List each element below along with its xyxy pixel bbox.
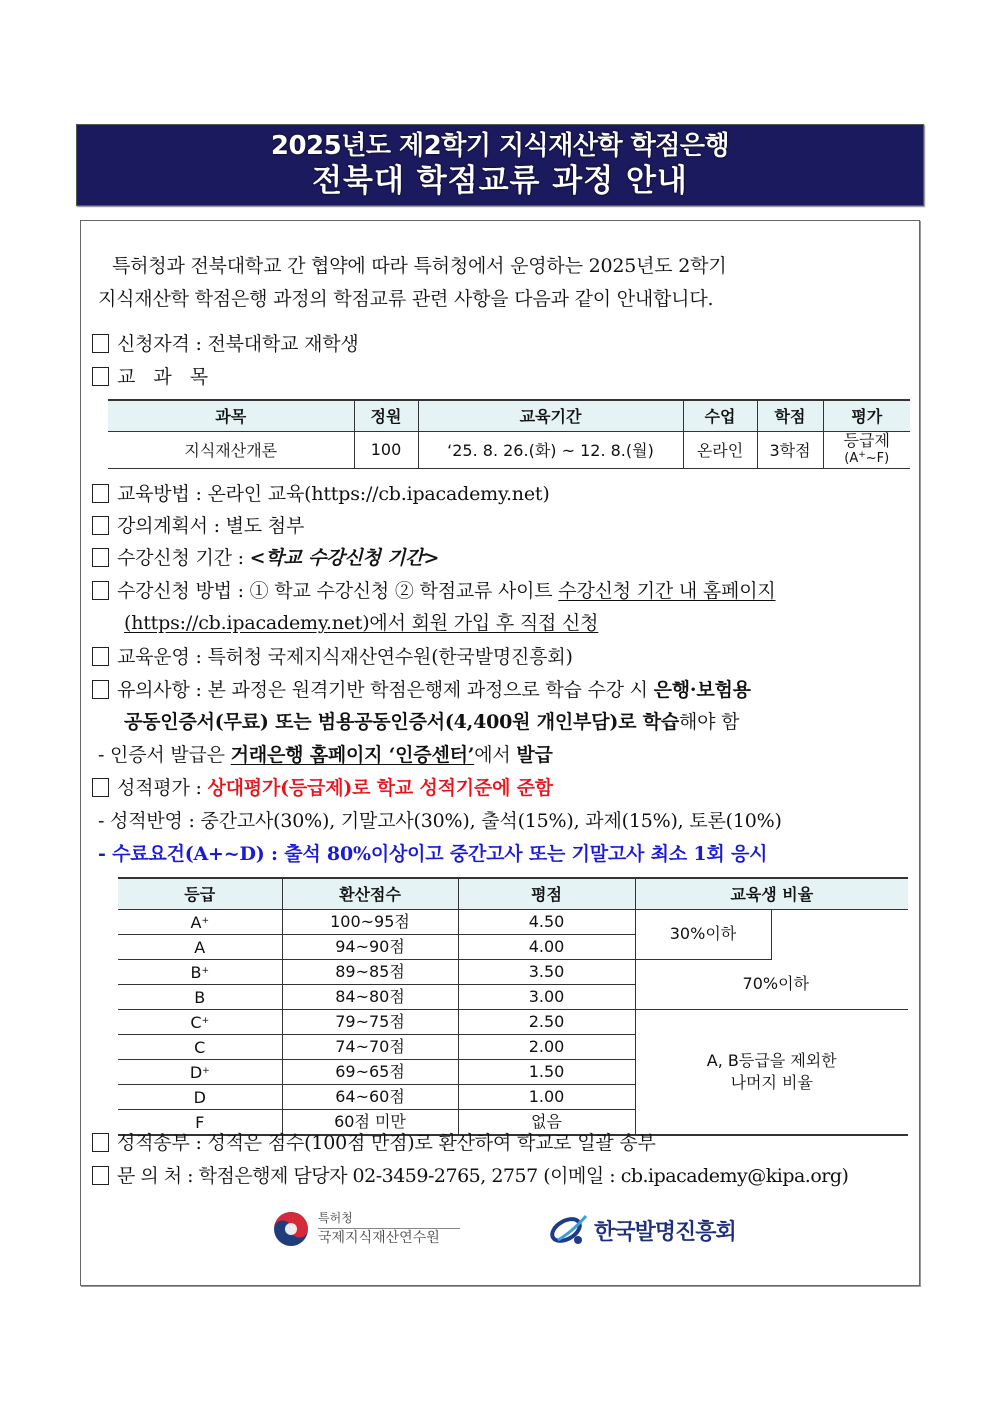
col-header-eval: 평가	[823, 400, 910, 431]
gpa-cell: 1.50	[458, 1059, 635, 1084]
title-banner	[76, 124, 924, 206]
method-value: 온라인 교육(https://cb.ipacademy.net)	[207, 483, 550, 505]
reg-method-underline-2: (https://cb.ipacademy.net)에서 회원 가입 후 직접 신청	[124, 612, 599, 634]
reg-period-label: 수강신청 기간 :	[117, 547, 250, 569]
score-cell: 84~80점	[282, 984, 458, 1009]
grade-cell	[118, 1084, 282, 1109]
item-notes	[92, 678, 751, 702]
eligibility-value: 전북대학교 재학생	[207, 333, 359, 355]
item-grade-report	[92, 1131, 656, 1155]
course-table-header	[108, 400, 910, 431]
grade-letter: A	[190, 912, 202, 932]
ipti-name: 국제지식재산연수원	[318, 1230, 440, 1246]
item-cert-issue	[98, 743, 553, 767]
reg-period-value: <학교 수강신청 기간>	[249, 547, 440, 569]
item-grading	[92, 776, 553, 800]
item-operation	[92, 645, 573, 669]
grade-letter: D	[193, 1087, 206, 1107]
score-cell: 69~65점	[282, 1059, 458, 1084]
courses-label: 교 과 목	[117, 366, 215, 388]
ratio-a: 30%이하	[635, 909, 771, 959]
intro-line-2: 지식재산학 학점은행 과정의 학점교류 관련 사항을 다음과 같이 안내합니다.	[98, 288, 714, 310]
course-period: ‘25. 8. 26.(화) ~ 12. 8.(월)	[418, 431, 683, 468]
item-contact	[92, 1164, 848, 1188]
notes-line2-plain: 해야 함	[679, 711, 740, 733]
cert-issue-bold: 발급	[516, 744, 553, 766]
col-header-grade: 등급	[118, 878, 282, 909]
checkbox-icon	[92, 1166, 109, 1185]
score-cell: 79~75점	[282, 1009, 458, 1034]
item-completion: - 수료요건(A+~D) : 출석 80%이상이고 중간고사 또는 기말고사 최소 1회 응시	[98, 843, 768, 865]
gpa-cell: 2.50	[458, 1009, 635, 1034]
checkbox-icon	[92, 516, 109, 535]
grade-letter: F	[195, 1112, 205, 1132]
grade-letter: B	[190, 962, 202, 982]
notes-value: 본 과정은 원격기반 학점은행제 과정으로 학습 수강 시	[207, 679, 654, 701]
item-reg-method	[92, 579, 776, 603]
grading-label: 성적평가 :	[117, 777, 208, 799]
score-cell: 94~90점	[282, 934, 458, 959]
kipa-name: 한국발명진흥회	[594, 1219, 736, 1245]
grade-report-label: 성적송부 :	[117, 1132, 208, 1154]
kipo-ipti-text	[318, 1211, 460, 1247]
gpa-cell: 없음	[458, 1109, 635, 1135]
item-reg-period	[92, 546, 439, 570]
reg-method-value: ① 학교 수강신청 ② 학점교류 사이트	[249, 580, 559, 602]
notes-line-2	[124, 710, 739, 734]
grade-letter: D	[189, 1062, 203, 1082]
course-eval	[823, 431, 910, 468]
col-header-credits: 학점	[757, 400, 823, 431]
checkbox-icon	[92, 548, 109, 567]
title-line-1: 2025년도 제2학기 지식재산학 학점은행	[270, 131, 730, 161]
operation-value: 특허청 국제지식재산연수원(한국발명진흥회)	[207, 646, 573, 668]
grade-letter: B	[194, 987, 206, 1007]
gpa-cell: 4.50	[458, 909, 635, 934]
grade-letter: C	[194, 1037, 206, 1057]
eligibility-label: 신청자격 :	[117, 333, 208, 355]
gpa-cell: 1.00	[458, 1084, 635, 1109]
cert-issue-suffix: 에서	[474, 744, 517, 766]
reg-method-label: 수강신청 방법 :	[117, 580, 250, 602]
table-row	[108, 431, 910, 468]
taegeuk-icon	[272, 1210, 310, 1248]
grade-cell	[118, 909, 282, 934]
course-subject: 지식재산개론	[108, 431, 354, 468]
syllabus-label: 강의계획서 :	[117, 515, 226, 537]
eval-range-start: (A	[844, 451, 859, 466]
checkbox-icon	[92, 484, 109, 503]
item-weights: - 성적반영 : 중간고사(30%), 기말고사(30%), 출석(15%), 과제(15%), 토론(10%)	[98, 810, 782, 832]
grade-table-header	[118, 878, 908, 909]
reg-method-underline-1: 수강신청 기간 내 홈페이지	[558, 580, 776, 602]
col-header-gpa: 평점	[458, 878, 635, 909]
grade-cell	[118, 984, 282, 1009]
course-mode: 온라인	[683, 431, 757, 468]
score-cell: 100~95점	[282, 909, 458, 934]
course-table	[108, 399, 910, 469]
grade-report-value: 성적은 점수(100점 만점)로 환산하여 학교로 일괄 송부	[207, 1132, 656, 1154]
score-cell: 74~70점	[282, 1034, 458, 1059]
item-eligibility	[92, 332, 359, 356]
grade-plus: +	[202, 1065, 210, 1076]
cert-issue-prefix: - 인증서 발급은	[98, 744, 231, 766]
ratio-b-text: 70%이하	[742, 974, 809, 993]
notes-label: 유의사항 :	[117, 679, 208, 701]
contact-label: 문 의 처 :	[117, 1165, 199, 1187]
intro-line-1: 특허청과 전북대학교 간 협약에 따라 특허청에서 운영하는 2025년도 2학기	[112, 255, 727, 277]
grade-letter: C	[190, 1012, 202, 1032]
operation-label: 교육운영 :	[117, 646, 208, 668]
score-cell: 89~85점	[282, 959, 458, 984]
table-row	[118, 909, 908, 934]
ratio-b	[635, 959, 809, 1009]
syllabus-value: 별도 첨부	[225, 515, 305, 537]
title-line-2: 전북대 학점교류 과정 안내	[312, 163, 688, 199]
grade-table	[118, 877, 908, 1136]
item-courses	[92, 365, 214, 389]
gpa-cell: 3.00	[458, 984, 635, 1009]
kipa-emblem-icon	[548, 1212, 590, 1248]
gpa-cell: 2.00	[458, 1034, 635, 1059]
checkbox-icon	[92, 581, 109, 600]
ratio-rest-line-1: A, B등급을 제외한	[706, 1050, 837, 1070]
col-header-score: 환산점수	[282, 878, 458, 909]
score-cell: 64~60점	[282, 1084, 458, 1109]
checkbox-icon	[92, 1133, 109, 1152]
eval-plus: +	[858, 450, 866, 460]
col-header-period: 교육기간	[418, 400, 683, 431]
cert-issue-underline: 거래은행 홈페이지 ‘인증센터’	[230, 744, 475, 766]
grade-cell	[118, 1034, 282, 1059]
checkbox-icon	[92, 367, 109, 386]
notes-line2-bold: 공동인증서(무료) 또는 범용공동인증서(4,400원 개인부담)로 학습	[124, 711, 680, 733]
eval-range-end: ~F)	[865, 451, 890, 466]
notes-bold-1: 은행·보험용	[653, 679, 751, 701]
kipo-ipti-logo	[272, 1210, 460, 1248]
grade-cell	[118, 934, 282, 959]
col-header-subject: 과목	[108, 400, 354, 431]
kipo-name: 특허청	[318, 1211, 460, 1229]
eval-line-2	[824, 448, 911, 466]
gpa-cell: 3.50	[458, 959, 635, 984]
col-header-capacity: 정원	[354, 400, 418, 431]
grade-cell	[118, 1009, 282, 1034]
checkbox-icon	[92, 680, 109, 699]
course-credits: 3학점	[757, 431, 823, 468]
ratio-rest-line-2: 나머지 비율	[730, 1072, 813, 1092]
course-capacity: 100	[354, 431, 418, 468]
col-header-ratio: 교육생 비율	[635, 878, 908, 909]
item-method	[92, 482, 550, 506]
checkbox-icon	[92, 334, 109, 353]
table-row	[118, 1009, 908, 1034]
ratio-rest	[635, 1009, 908, 1135]
col-header-mode: 수업	[683, 400, 757, 431]
score-cell: 60점 미만	[282, 1109, 458, 1135]
grade-plus: +	[201, 1015, 210, 1026]
contact-value: 학점은행제 담당자 02-3459-2765, 2757 (이메일 : cb.ipacademy@kipa.org)	[198, 1165, 849, 1187]
method-label: 교육방법 :	[117, 483, 208, 505]
grade-cell	[118, 959, 282, 984]
grade-plus: +	[201, 965, 210, 976]
checkbox-icon	[92, 647, 109, 666]
ratio-b-filler	[771, 909, 908, 1009]
grade-plus: +	[201, 915, 209, 926]
kipa-logo	[548, 1212, 736, 1248]
eval-line-1: 등급제	[843, 431, 890, 450]
checkbox-icon	[92, 778, 109, 797]
grade-letter: A	[194, 937, 206, 957]
grading-value: 상대평가(등급제)로 학교 성적기준에 준함	[207, 777, 553, 799]
item-syllabus	[92, 514, 304, 538]
grade-cell	[118, 1059, 282, 1084]
gpa-cell: 4.00	[458, 934, 635, 959]
